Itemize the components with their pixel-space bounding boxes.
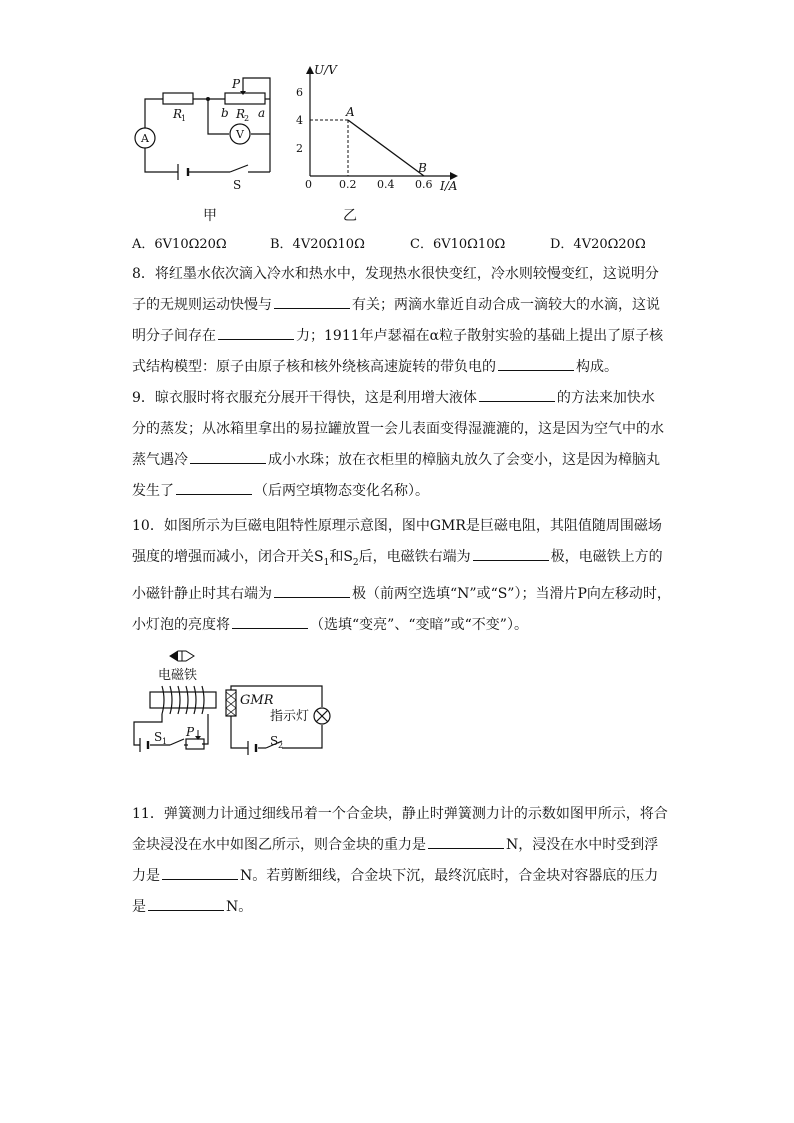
label-s2-sub: 2 xyxy=(278,741,284,750)
label-voltmeter: V xyxy=(236,128,244,141)
gmr-circuit-figure xyxy=(128,648,358,756)
x-axis-label: I/A xyxy=(440,179,458,193)
label-r2: R xyxy=(236,107,246,121)
resistor-r1 xyxy=(163,93,193,104)
electromagnet-label: 电磁铁 xyxy=(158,668,198,683)
label-p: P xyxy=(232,77,241,91)
switch-s1 xyxy=(170,739,184,745)
y-axis-label: U/V xyxy=(314,63,337,77)
x-tick-label: 0.4 xyxy=(377,178,395,191)
q11-line-2: 金块浸没在水中如图乙所示，则合金块的重力是 N，浸没在水中时受到浮 xyxy=(132,830,672,861)
q10-blank-2[interactable] xyxy=(274,583,350,598)
rheostat-p xyxy=(186,739,204,749)
choice-c[interactable]: C．6V10Ω10Ω xyxy=(410,237,506,252)
q10-blank-3[interactable] xyxy=(232,614,308,629)
figure-caption-yi: 乙 xyxy=(343,208,357,224)
q11-line-4: 是 N。 xyxy=(132,892,672,923)
q11-line-3: 力是 N。若剪断细线，合金块下沉，最终沉底时，合金块对容器底的压力 xyxy=(132,861,672,892)
question-11 xyxy=(132,799,672,923)
q9-blank-3[interactable] xyxy=(176,480,252,495)
label-r2-sub: 2 xyxy=(244,114,250,123)
label-s1: S xyxy=(154,730,163,744)
q8-line-3: 明分子间存在 力；1911年卢瑟福在α粒子散射实验的基础上提出了原子核 xyxy=(132,321,672,352)
question-10 xyxy=(132,511,672,641)
choice-a[interactable]: A．6V10Ω20Ω xyxy=(132,237,227,252)
q9-line-4: 发生了 （后两空填物态变化名称）。 xyxy=(132,476,672,507)
q9-line-1: 9．晾衣服时将衣服充分展开干得快，这是利用增大液体 的方法来加快水 xyxy=(132,383,672,414)
q10-line-4: 小灯泡的亮度将 （选填“变亮”、“变暗”或“不变”）。 xyxy=(132,610,672,641)
ui-graph-yi xyxy=(290,60,470,200)
label-s1-sub: 1 xyxy=(162,737,168,746)
point-label-a: A xyxy=(346,105,355,119)
y-tick-label: 4 xyxy=(296,114,303,127)
q11-blank-1[interactable] xyxy=(428,834,504,849)
gmr-label: GMR xyxy=(240,693,274,708)
label-r1: R xyxy=(173,107,183,121)
label-ammeter: A xyxy=(141,132,149,145)
label-a: a xyxy=(258,106,266,120)
y-tick-label: 6 xyxy=(296,86,303,99)
label-b: b xyxy=(221,106,229,120)
label-switch: S xyxy=(233,178,242,192)
label-s2: S xyxy=(270,734,279,748)
resistor-r2 xyxy=(225,93,265,104)
q9-blank-2[interactable] xyxy=(190,449,266,464)
question-8 xyxy=(132,259,672,383)
origin-label: 0 xyxy=(305,178,312,191)
series-line xyxy=(348,120,424,176)
q9-blank-1[interactable] xyxy=(479,387,555,402)
q8-blank-2[interactable] xyxy=(218,325,294,340)
switch-s xyxy=(230,165,248,172)
circuit-figure-jia xyxy=(130,72,290,197)
q11-line-1: 11．弹簧测力计通过细线吊着一个合金块，静止时弹簧测力计的示数如图甲所示，将合 xyxy=(132,806,668,822)
q8-line-1: 8．将红墨水依次滴入冷水和热水中，发现热水很快变红，冷水则较慢变红，这说明分 xyxy=(132,266,659,282)
x-tick-label: 0.2 xyxy=(339,178,357,191)
q9-line-3: 蒸气遇冷 成小水珠；放在衣柜里的樟脑丸放久了会变小，这是因为樟脑丸 xyxy=(132,445,672,476)
electromagnet-coil xyxy=(162,686,204,714)
y-tick-label: 2 xyxy=(296,142,303,155)
q10-line-1: 10．如图所示为巨磁电阻特性原理示意图，图中GMR是巨磁电阻，其阻值随周围磁场 xyxy=(132,518,662,534)
label-r1-sub: 1 xyxy=(181,114,187,123)
q8-blank-1[interactable] xyxy=(274,294,350,309)
point-label-b: B xyxy=(418,161,427,175)
label-p-gmr: P xyxy=(186,725,195,739)
q10-blank-1[interactable] xyxy=(473,546,549,561)
q9-line-2: 分的蒸发；从冰箱里拿出的易拉罐放置一会儿表面变得湿漉漉的，这是因为空气中的水 xyxy=(132,421,664,437)
x-tick-label: 0.6 xyxy=(415,178,433,191)
q10-line-2: 强度的增强而减小，闭合开关$S_1$和$S_2$后，电磁铁右端为 极，电磁铁上方的 xyxy=(132,542,672,579)
electromagnet-core xyxy=(150,692,216,708)
q8-line-4: 式结构模型：原子由原子核和核外绕核高速旋转的带负电的 构成。 xyxy=(132,352,672,383)
choice-b[interactable]: B．4V20Ω10Ω xyxy=(270,237,365,252)
q10-line-3: 小磁针静止时其右端为 极（前两空选填“N”或“S”）；当滑片P向左移动时， xyxy=(132,579,672,610)
q11-blank-2[interactable] xyxy=(162,865,238,880)
choice-d[interactable]: D．4V20Ω20Ω xyxy=(550,237,646,252)
q8-line-2: 子的无规则运动快慢与 有关；两滴水靠近自动合成一滴较大的水滴，这说 xyxy=(132,290,672,321)
q8-blank-3[interactable] xyxy=(498,356,574,371)
q11-blank-3[interactable] xyxy=(148,896,224,911)
figure-caption-jia: 甲 xyxy=(203,208,217,224)
lamp-label: 指示灯 xyxy=(270,709,310,724)
question-9 xyxy=(132,383,672,507)
